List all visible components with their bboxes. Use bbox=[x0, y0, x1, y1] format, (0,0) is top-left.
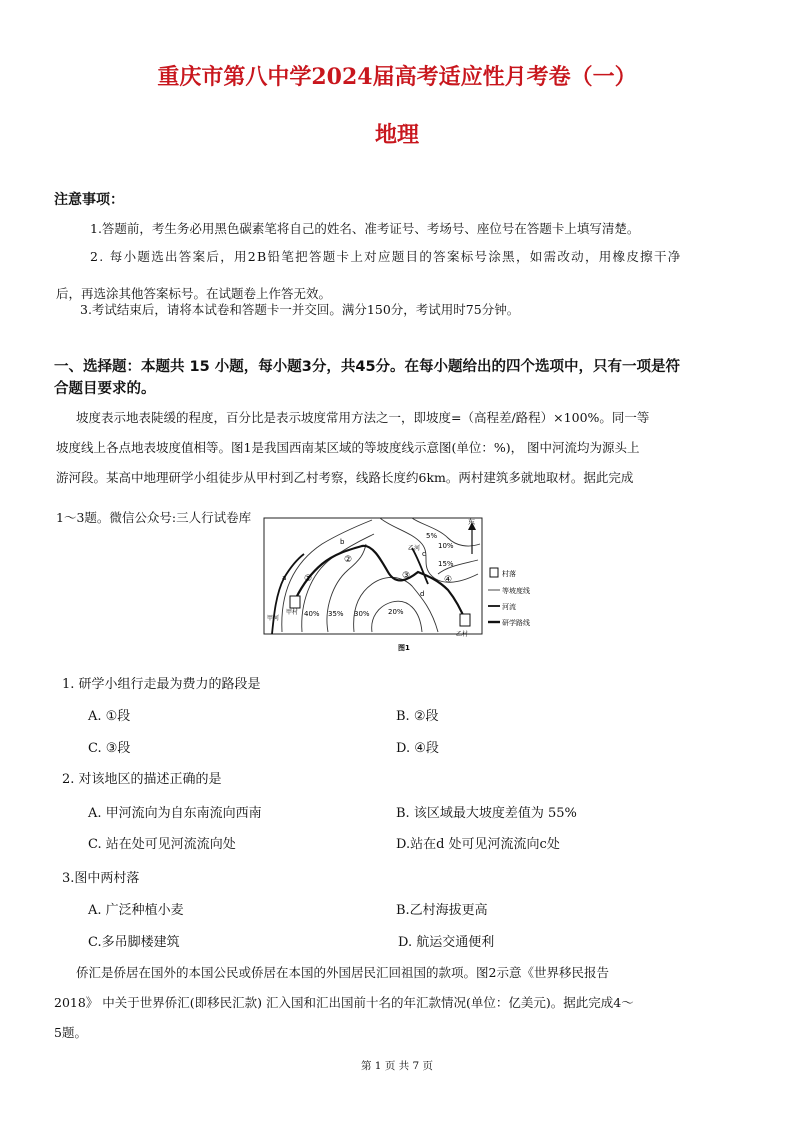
village-jia-label: 甲村 bbox=[286, 609, 299, 616]
point-label-c: c bbox=[422, 550, 426, 558]
question-1-option-d: D. ④段 bbox=[396, 741, 439, 756]
passage2-line2: 2018》 中关于世界侨汇(即移民汇款) 汇入国和汇出国前十名的年汇款情况(单位：亿美元)。据此完成4～ bbox=[54, 995, 634, 1010]
village-jia-symbol bbox=[290, 596, 300, 608]
section-heading-line1: 一、选择题：本题共 15 小题，每小题3分，共45分。在每小题给出的四个选项中，只有一项是符 bbox=[54, 359, 681, 375]
village-yi-symbol bbox=[460, 614, 470, 626]
question-1-option-a: A. ①段 bbox=[88, 709, 131, 724]
note-item-2: 2. 每小题选出答案后，用2B铅笔把答题卡上对应题目的答案标号涂黑，如需改动，用橡皮擦干净 bbox=[90, 249, 682, 264]
question-1-option-b: B. ②段 bbox=[396, 709, 439, 724]
passage2-line1: 侨汇是侨居在国外的本国公民或侨居在本国的外国居民汇回祖国的款项。图2示意《世界移民报告 bbox=[76, 965, 609, 980]
section-heading-line2: 合题目要求的。 bbox=[54, 381, 156, 397]
legend-village-symbol bbox=[490, 568, 498, 577]
note-item-2-cont: 后，再选涂其他答案标号。在试题卷上作答无效。 bbox=[56, 286, 332, 301]
subject-title: 地理 bbox=[374, 122, 419, 148]
figure1-map bbox=[262, 514, 534, 656]
question-2-option-a: A. 甲河流向为自东南流向西南 bbox=[88, 806, 262, 821]
passage2-line3: 5题。 bbox=[54, 1025, 87, 1040]
section-heading bbox=[54, 356, 744, 400]
passage1-line2: 坡度线上各点地表坡度值相等。图1是我国西南某区域的等坡度线示意图(单位：%)， 图中河流均为源头上 bbox=[56, 440, 640, 455]
question-2-option-b: B. 该区域最大坡度差值为 55% bbox=[396, 806, 577, 821]
legend-river: 河流 bbox=[502, 603, 516, 611]
contour-label-20: 20% bbox=[388, 608, 404, 616]
question-2-option-c: C. 站在处可见河流流向处 bbox=[88, 837, 236, 852]
exam-title: 重庆市第八中学2024届高考适应性月考卷（一） bbox=[157, 64, 637, 90]
point-label-d: d bbox=[420, 590, 425, 598]
river-yi-label: 乙河 bbox=[408, 545, 421, 552]
legend-village: 村落 bbox=[502, 570, 516, 578]
legend-route: 研学路线 bbox=[502, 619, 530, 627]
legend-contour: 等坡度线 bbox=[502, 587, 530, 595]
question-3-option-d: D. 航运交通便利 bbox=[398, 935, 495, 950]
question-1-stem: 1. 研学小组行走最为费力的路段是 bbox=[62, 677, 261, 692]
segment-label-3: ③ bbox=[402, 571, 411, 581]
question-2-option-d: D.站在d 处可见河流流向c处 bbox=[396, 837, 560, 852]
segment-label-2: ② bbox=[344, 555, 353, 565]
contour-label-30: 30% bbox=[354, 610, 370, 618]
question-2-stem: 2. 对该地区的描述正确的是 bbox=[62, 772, 222, 787]
passage1-line3: 游河段。某高中地理研学小组徒步从甲村到乙村考察，线路长度约6km。两村建筑多就地取材。据此完成 bbox=[56, 470, 634, 485]
point-label-a: a bbox=[282, 574, 287, 582]
question-3-option-c: C.多吊脚楼建筑 bbox=[88, 935, 180, 950]
question-1-option-c: C. ③段 bbox=[88, 741, 131, 756]
contour-label-15: 15% bbox=[438, 560, 454, 568]
question-3-stem: 3.图中两村落 bbox=[62, 871, 140, 886]
passage1-line4: 1～3题。微信公众号:三人行试卷库 bbox=[56, 510, 252, 525]
village-yi-label: 乙村 bbox=[456, 631, 469, 638]
contour-label-35: 35% bbox=[328, 610, 344, 618]
river-jia-label: 甲河 bbox=[267, 615, 280, 622]
figure1-caption: 图1 bbox=[398, 644, 410, 652]
north-label: 东 bbox=[468, 518, 475, 526]
question-3-option-a: A. 广泛种植小麦 bbox=[88, 903, 184, 918]
page-footer: 第 1 页 共 7 页 bbox=[360, 1060, 434, 1072]
question-3-option-b: B.乙村海拔更高 bbox=[396, 903, 488, 918]
contour-label-40: 40% bbox=[304, 610, 320, 618]
note-item-1: 1.答题前，考生务必用黑色碳素笔将自己的姓名、准考证号、考场号、座位号在答题卡上填写清楚。 bbox=[90, 221, 640, 236]
passage1-line1: 坡度表示地表陡缓的程度，百分比是表示坡度常用方法之一，即坡度=（高程差/路程）×100%。同一等 bbox=[76, 410, 650, 425]
note-item-3: 3.考试结束后，请将本试卷和答题卡一并交回。满分150分，考试用时75分钟。 bbox=[80, 302, 520, 317]
notes-heading: 注意事项： bbox=[54, 192, 124, 208]
contour-label-10: 10% bbox=[438, 542, 454, 550]
segment-label-4: ④ bbox=[444, 575, 453, 585]
segment-label-1: ① bbox=[304, 574, 313, 584]
contour-label-5: 5% bbox=[426, 532, 438, 540]
point-label-b: b bbox=[340, 538, 345, 546]
